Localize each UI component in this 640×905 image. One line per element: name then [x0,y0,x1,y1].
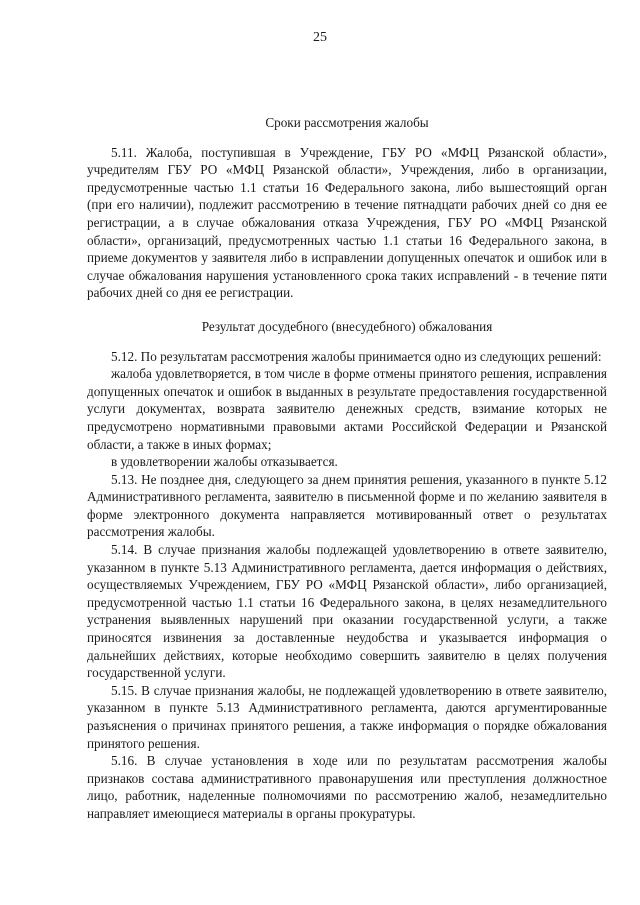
section-heading-appeal-result: Результат досудебного (внесудебного) обжалования [201,318,493,334]
paragraph-5-15: 5.15. В случае признания жалобы, не подлежащей удовлетворению в ответе заявителю, указанном в пункте 5.13 Административного регламента, даются аргументированные разъяснения о причинах принятого решения, а также информация о порядке обжалования принятого решения. [87,682,607,751]
paragraph-5-12: 5.12. По результатам рассмотрения жалобы принимается одно из следующих решений: [111,348,602,364]
paragraph-complaint-satisfied: жалоба удовлетворяется, в том числе в форме отмены принятого решения, исправления допущенных опечаток и ошибок в выданных в результате предоставления государственной услуги документах, возврата заявителю денежных средств, взимание которых не предусмотрено нормативными правовыми актами Российской Федерации и Рязанской области, а также в иных формах; [87,366,607,452]
paragraph-5-13: 5.13. Не позднее дня, следующего за днем принятия решения, указанного в пункте 5.12 Административного регламента, заявителю в письменной форме и по желанию заявителя в форме электронного документа направляется мотивированный ответ о результатах рассмотрения жалобы. [87,471,607,540]
page-number: 25 [313,30,327,45]
paragraph-5-16: 5.16. В случае установления в ходе или по результатам рассмотрения жалобы признаков состава административного правонарушения или преступления должностное лицо, работник, наделенные полномочиями по рассмотрению жалоб, незамедлительно направляет имеющиеся материалы в органы прокуратуры. [87,753,607,821]
paragraph-5-11: 5.11. Жалоба, поступившая в Учреждение, ГБУ РО «МФЦ Рязанской области», учредителям ГБУ РО «МФЦ Рязанской области», Учреждения, либо в организации, предусмотренные частью 1.1 статьи 16 Федерального закона, либо вышестоящий орган (при его наличии), подлежит рассмотрению в течение пятнадцати рабочих дней со дня ее регистрации, а в случае обжалования отказа Учреждения, ГБУ РО «МФЦ Рязанской области», организаций, предусмотренных частью 1.1 статьи 16 Федерального закона, в приеме документов у заявителя либо в исправлении допущенных опечаток и ошибок или в случае обжалования нарушения установленного срока таких исправлений - в течение пяти рабочих дней со дня ее регистрации. [87,144,607,301]
document-body [87,114,607,823]
section-heading-review-terms: Сроки рассмотрения жалобы [265,115,429,130]
paragraph-5-14: 5.14. В случае признания жалобы подлежащей удовлетворению в ответе заявителю, указанном в пункте 5.13 Административного регламента, дается информация о действиях, осуществляемых Учреждением, ГБУ РО «МФЦ Рязанской области», либо организацией, предусмотренной частью 1.1 статьи 16 Федерального закона, в целях незамедлительного устранения выявленных нарушений при оказании государственной услуги, а также приносятся извинения за доставленные неудобства и указывается информация о дальнейших действиях, которые необходимо совершить заявителю в целях получения государственной услуги. [87,542,607,681]
paragraph-complaint-rejected: в удовлетворении жалобы отказывается. [111,454,338,470]
